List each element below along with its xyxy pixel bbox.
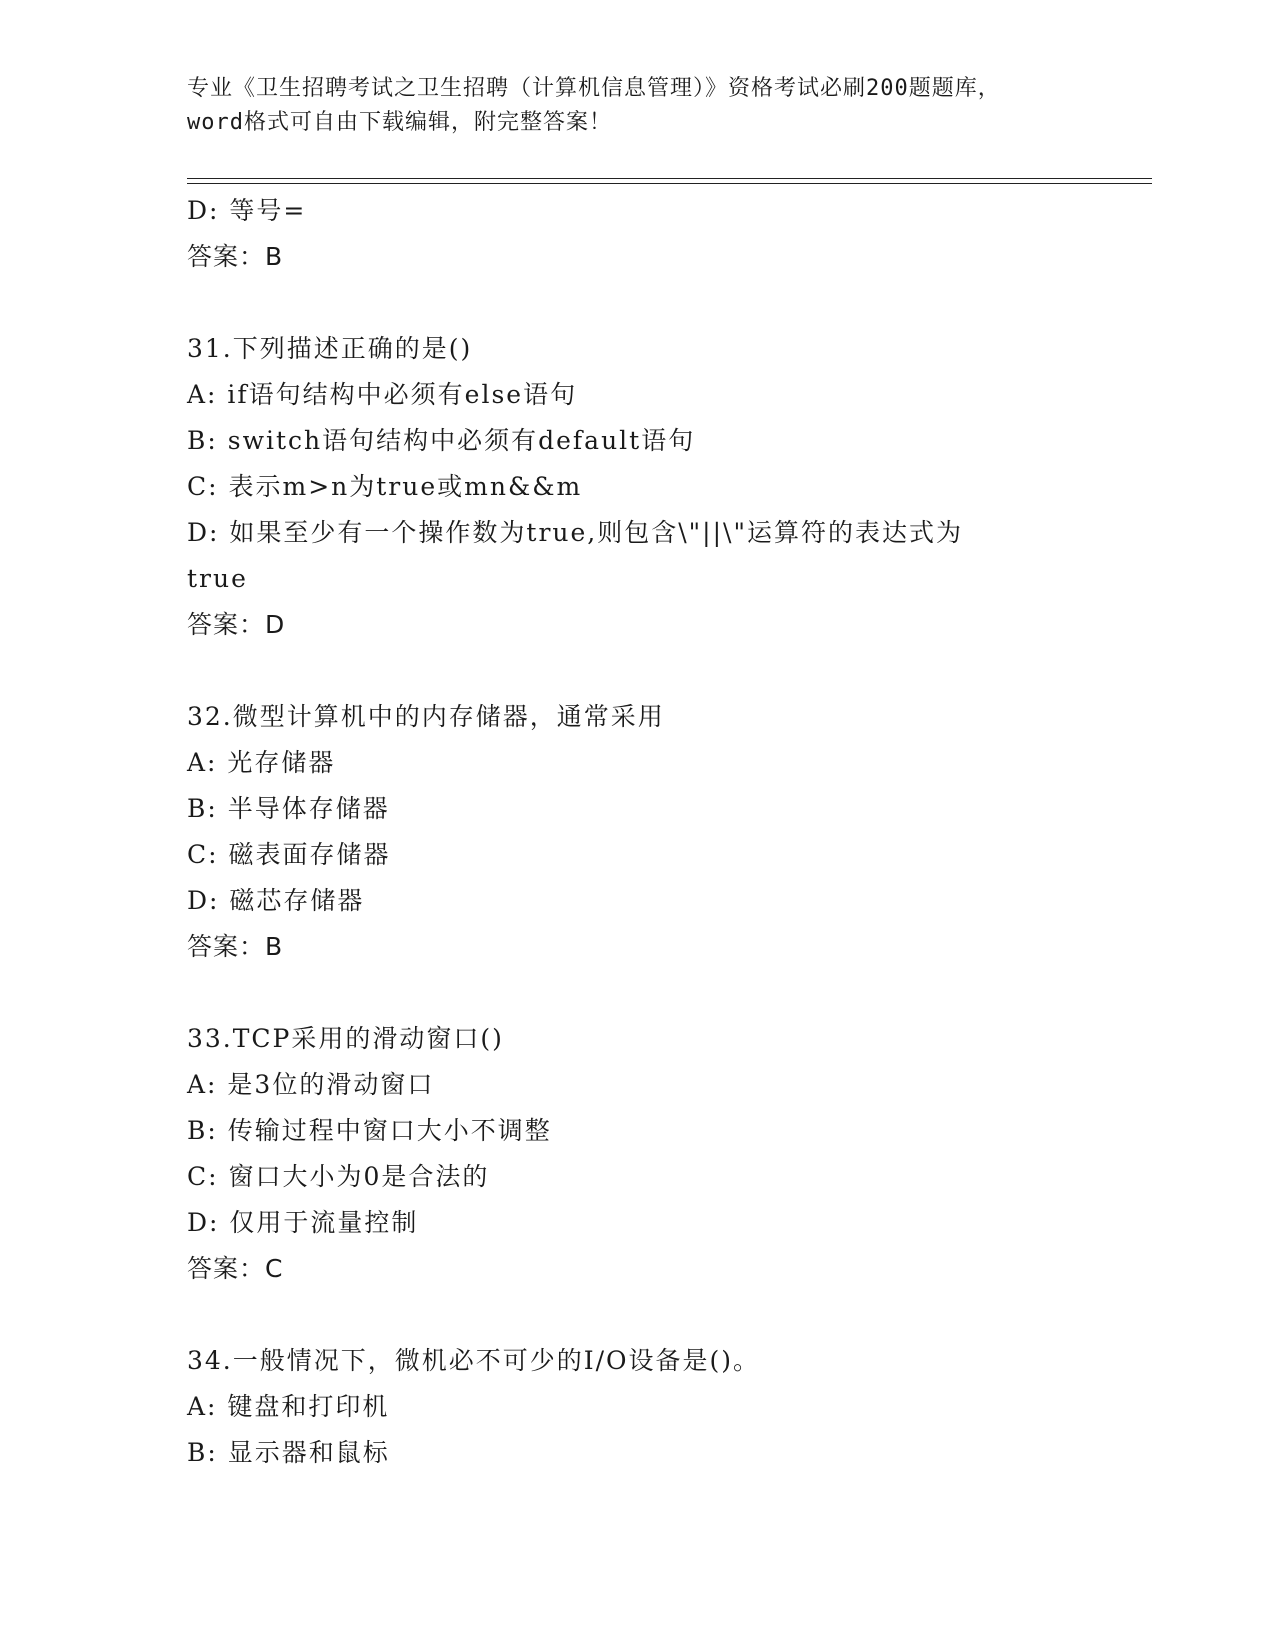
question-32	[187, 694, 1087, 970]
question-list	[187, 188, 1087, 1476]
answer-line: 答案：C	[187, 1254, 284, 1283]
answer-line: 答案：B	[187, 242, 284, 271]
answer-line: 答案：B	[187, 932, 284, 961]
option-d: D: 等号=	[187, 196, 307, 225]
option-b: B: 显示器和鼠标	[187, 1438, 390, 1467]
spacer	[187, 280, 1087, 326]
option-d: D: 仅用于流量控制	[187, 1208, 419, 1237]
option-a: A: 键盘和打印机	[187, 1392, 390, 1421]
option-d-continuation: true	[187, 564, 248, 593]
question-stem: 32.微型计算机中的内存储器，通常采用	[187, 702, 665, 731]
header-divider-bottom	[187, 183, 1152, 184]
answer-line: 答案：D	[187, 610, 286, 639]
header-title-line-2: word格式可自由下载编辑，附完整答案！	[187, 110, 612, 135]
question-31	[187, 326, 1087, 648]
spacer	[187, 648, 1087, 694]
option-b: B: 传输过程中窗口大小不调整	[187, 1116, 552, 1145]
option-c: C: 表示m>n为true或mn&&m	[187, 472, 583, 501]
option-d: D: 磁芯存储器	[187, 886, 365, 915]
option-a: A: 是3位的滑动窗口	[187, 1070, 435, 1099]
header-title-line-1: 专业《卫生招聘考试之卫生招聘（计算机信息管理）》资格考试必刷200题题库，	[187, 76, 1001, 101]
option-c: C: 磁表面存储器	[187, 840, 391, 869]
question-stem: 31.下列描述正确的是()	[187, 334, 473, 363]
option-b: B: 半导体存储器	[187, 794, 390, 823]
header-divider-top	[187, 178, 1152, 179]
option-b: B: switch语句结构中必须有default语句	[187, 426, 696, 455]
option-a: A: if语句结构中必须有else语句	[187, 380, 578, 409]
previous-question-tail	[187, 188, 1087, 280]
document-header	[187, 72, 1087, 140]
spacer	[187, 1292, 1087, 1338]
question-33	[187, 1016, 1087, 1292]
spacer	[187, 970, 1087, 1016]
question-stem: 33.TCP采用的滑动窗口()	[187, 1024, 504, 1053]
question-34	[187, 1338, 1087, 1476]
option-a: A: 光存储器	[187, 748, 336, 777]
option-d: D: 如果至少有一个操作数为true,则包含\"||\"运算符的表达式为	[187, 518, 963, 547]
question-stem: 34.一般情况下，微机必不可少的I/O设备是()。	[187, 1346, 761, 1375]
option-c: C: 窗口大小为0是合法的	[187, 1162, 490, 1191]
